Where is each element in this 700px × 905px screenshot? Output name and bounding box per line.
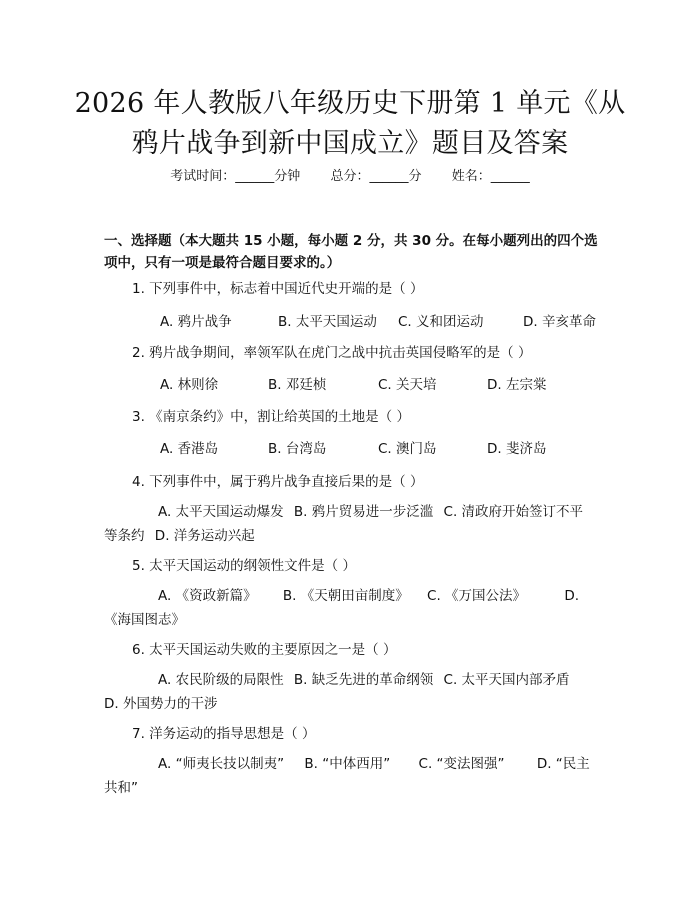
option-list (104, 584, 594, 632)
section-heading (104, 230, 604, 274)
option-b: B. 《天朝田亩制度》 (282, 588, 409, 604)
option-a: A. 《资政新篇》 (158, 588, 257, 604)
option-b: B. 缺乏先进的革命纲领 (293, 672, 434, 688)
option-d: D. 外国势力的干涉 (104, 696, 218, 712)
option-a: A. “师夷长技以制夷” (158, 756, 285, 772)
question-stem: 1. 下列事件中，标志着中国近代史开端的是（ ） (132, 281, 424, 297)
option-c: C. 澳门岛 (378, 441, 437, 457)
option-c: C. 义和团运动 (398, 314, 484, 330)
option-b: B. 太平天国运动 (278, 314, 377, 330)
option-a: A. 鸦片战争 (160, 314, 232, 330)
question-stem: 6. 太平天国运动失败的主要原因之一是（ ） (132, 642, 397, 658)
option-b: B. “中体西用” (304, 756, 391, 772)
option-d: D. 辛亥革命 (523, 314, 596, 330)
option-d: D. 洋务运动兴起 (154, 528, 255, 544)
section-heading-line-2: 项中，只有一项是最符合题目要求的。） (104, 255, 341, 271)
question-stem: 7. 洋务运动的指导思想是（ ） (132, 726, 316, 742)
option-list (104, 752, 594, 800)
exam-time-field: 考试时间：______分钟 (170, 169, 301, 184)
option-b: B. 鸦片贸易进一步泛滥 (293, 504, 434, 520)
option-d: D. 《海国图志》 (104, 588, 580, 628)
option-c: C. “变法图强” (418, 756, 505, 772)
option-list (104, 668, 594, 716)
exam-info (0, 168, 700, 186)
option-c: C. 《万国公法》 (427, 588, 527, 604)
question-stem: 4. 下列事件中，属于鸦片战争直接后果的是（ ） (132, 474, 424, 490)
option-b: B. 台湾岛 (268, 441, 327, 457)
option-a: A. 林则徐 (160, 377, 219, 393)
question-stem: 3. 《南京条约》中，割让给英国的土地是（ ） (132, 409, 410, 425)
option-list (104, 500, 594, 548)
option-a: A. 太平天国运动爆发 (158, 504, 284, 520)
option-c: C. 太平天国内部矛盾 (443, 672, 570, 688)
option-a: A. 农民阶级的局限性 (158, 672, 284, 688)
option-b: B. 邓廷桢 (268, 377, 327, 393)
option-c: C. 清政府开始签订不平等条约 (104, 504, 584, 544)
question-stem: 2. 鸦片战争期间，率领军队在虎门之战中抗击英国侵略军的是（ ） (132, 345, 532, 361)
section-heading-line-1: 一、选择题（本大题共 15 小题，每小题 2 分，共 30 分。在每小题列出的四个选 (104, 233, 598, 249)
option-a: A. 香港岛 (160, 441, 219, 457)
option-d: D. 斐济岛 (487, 441, 547, 457)
title-line-2: 鸦片战争到新中国成立》题目及答案 (131, 128, 569, 159)
title-line-1: 2026 年人教版八年级历史下册第 1 单元《从 (74, 88, 626, 119)
name-field: 姓名：______ (451, 169, 530, 184)
question-stem: 5. 太平天国运动的纲领性文件是（ ） (132, 558, 356, 574)
total-score-field: 总分：______分 (330, 169, 422, 184)
option-d: D. “民主共和” (104, 756, 590, 796)
option-d: D. 左宗棠 (487, 377, 547, 393)
document-title (60, 84, 640, 164)
option-c: C. 关天培 (378, 377, 437, 393)
